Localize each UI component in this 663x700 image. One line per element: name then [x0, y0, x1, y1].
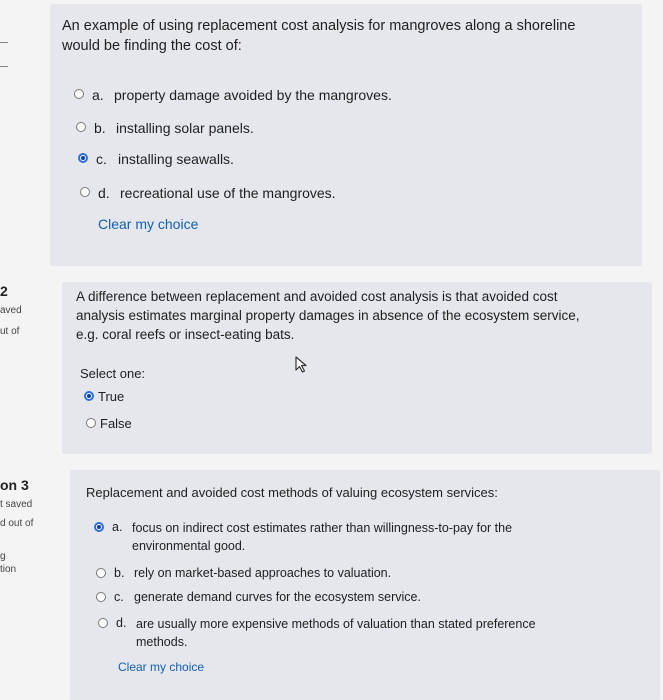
flag-question-label: g: [0, 551, 6, 563]
option-letter: d.: [98, 185, 110, 201]
radio-button[interactable]: [74, 89, 84, 99]
question-status: t saved: [0, 499, 33, 511]
option-label: installing seawalls.: [118, 151, 234, 167]
clear-choice-link[interactable]: Clear my choice: [118, 660, 205, 674]
select-one-label: Select one:: [80, 366, 146, 381]
question-2-text: A difference between replacement and avoided cost analysis is that avoided cost analysis estimates marginal property damages in absence of the ecosystem service, e.g. coral reefs or insect-eating bats.: [76, 289, 580, 342]
q3-option-b[interactable]: [96, 566, 391, 580]
question-3-info: [0, 476, 33, 576]
option-label: False: [100, 416, 132, 431]
q2-option-false[interactable]: [86, 416, 132, 431]
flag-question-link[interactable]: [0, 550, 33, 576]
q1-option-d[interactable]: [80, 185, 336, 201]
q2-option-true[interactable]: [84, 389, 124, 404]
q3-option-c[interactable]: [96, 590, 421, 604]
option-letter: b.: [94, 120, 106, 136]
option-label: generate demand curves for the ecosystem service.: [134, 590, 421, 604]
question-marks: ut of: [0, 326, 20, 338]
option-letter: c.: [114, 590, 124, 604]
q3-option-a[interactable]: [94, 520, 554, 555]
q1-option-c[interactable]: [78, 151, 234, 167]
option-label: focus on indirect cost estimates rather than willingness-to-pay for the environmental good.: [132, 521, 513, 553]
radio-button[interactable]: [96, 568, 106, 578]
question-marks: d out of: [0, 518, 34, 530]
sidebar-divider: [0, 66, 8, 67]
option-label: recreational use of the mangroves.: [120, 185, 336, 201]
radio-button-selected[interactable]: [78, 153, 88, 163]
question-number: on 3: [0, 477, 29, 493]
question-3-text: Replacement and avoided cost methods of valuing ecosystem services:: [86, 485, 498, 500]
question-status: aved: [0, 305, 22, 317]
radio-button[interactable]: [86, 418, 96, 428]
option-label: installing solar panels.: [116, 120, 254, 136]
radio-button[interactable]: [80, 187, 90, 197]
question-1-text: An example of using replacement cost analysis for mangroves along a shoreline would be finding the cost of:: [62, 18, 576, 55]
option-letter: d.: [116, 616, 127, 630]
radio-button[interactable]: [76, 122, 86, 132]
option-letter: a.: [112, 520, 123, 534]
question-2-info: [0, 282, 22, 338]
radio-button[interactable]: [98, 618, 108, 628]
radio-button-selected[interactable]: [84, 391, 94, 401]
option-letter: c.: [96, 151, 107, 167]
mouse-cursor-icon: [294, 356, 310, 374]
radio-button-selected[interactable]: [94, 522, 104, 532]
option-letter: a.: [92, 87, 104, 103]
flag-question-label: tion: [0, 564, 17, 576]
radio-button[interactable]: [96, 592, 106, 602]
sidebar-divider: [0, 42, 8, 43]
option-letter: b.: [114, 566, 125, 580]
option-label: are usually more expensive methods of valuation than stated preference methods.: [136, 617, 536, 649]
q3-option-d[interactable]: [98, 616, 558, 651]
option-label: rely on market-based approaches to valuation.: [134, 566, 392, 580]
question-number: 2: [0, 283, 8, 299]
option-label: property damage avoided by the mangroves.: [114, 87, 392, 103]
q1-option-a[interactable]: [74, 87, 392, 103]
clear-choice-link[interactable]: Clear my choice: [98, 216, 199, 232]
q1-option-b[interactable]: [76, 120, 254, 136]
option-label: True: [98, 389, 125, 404]
